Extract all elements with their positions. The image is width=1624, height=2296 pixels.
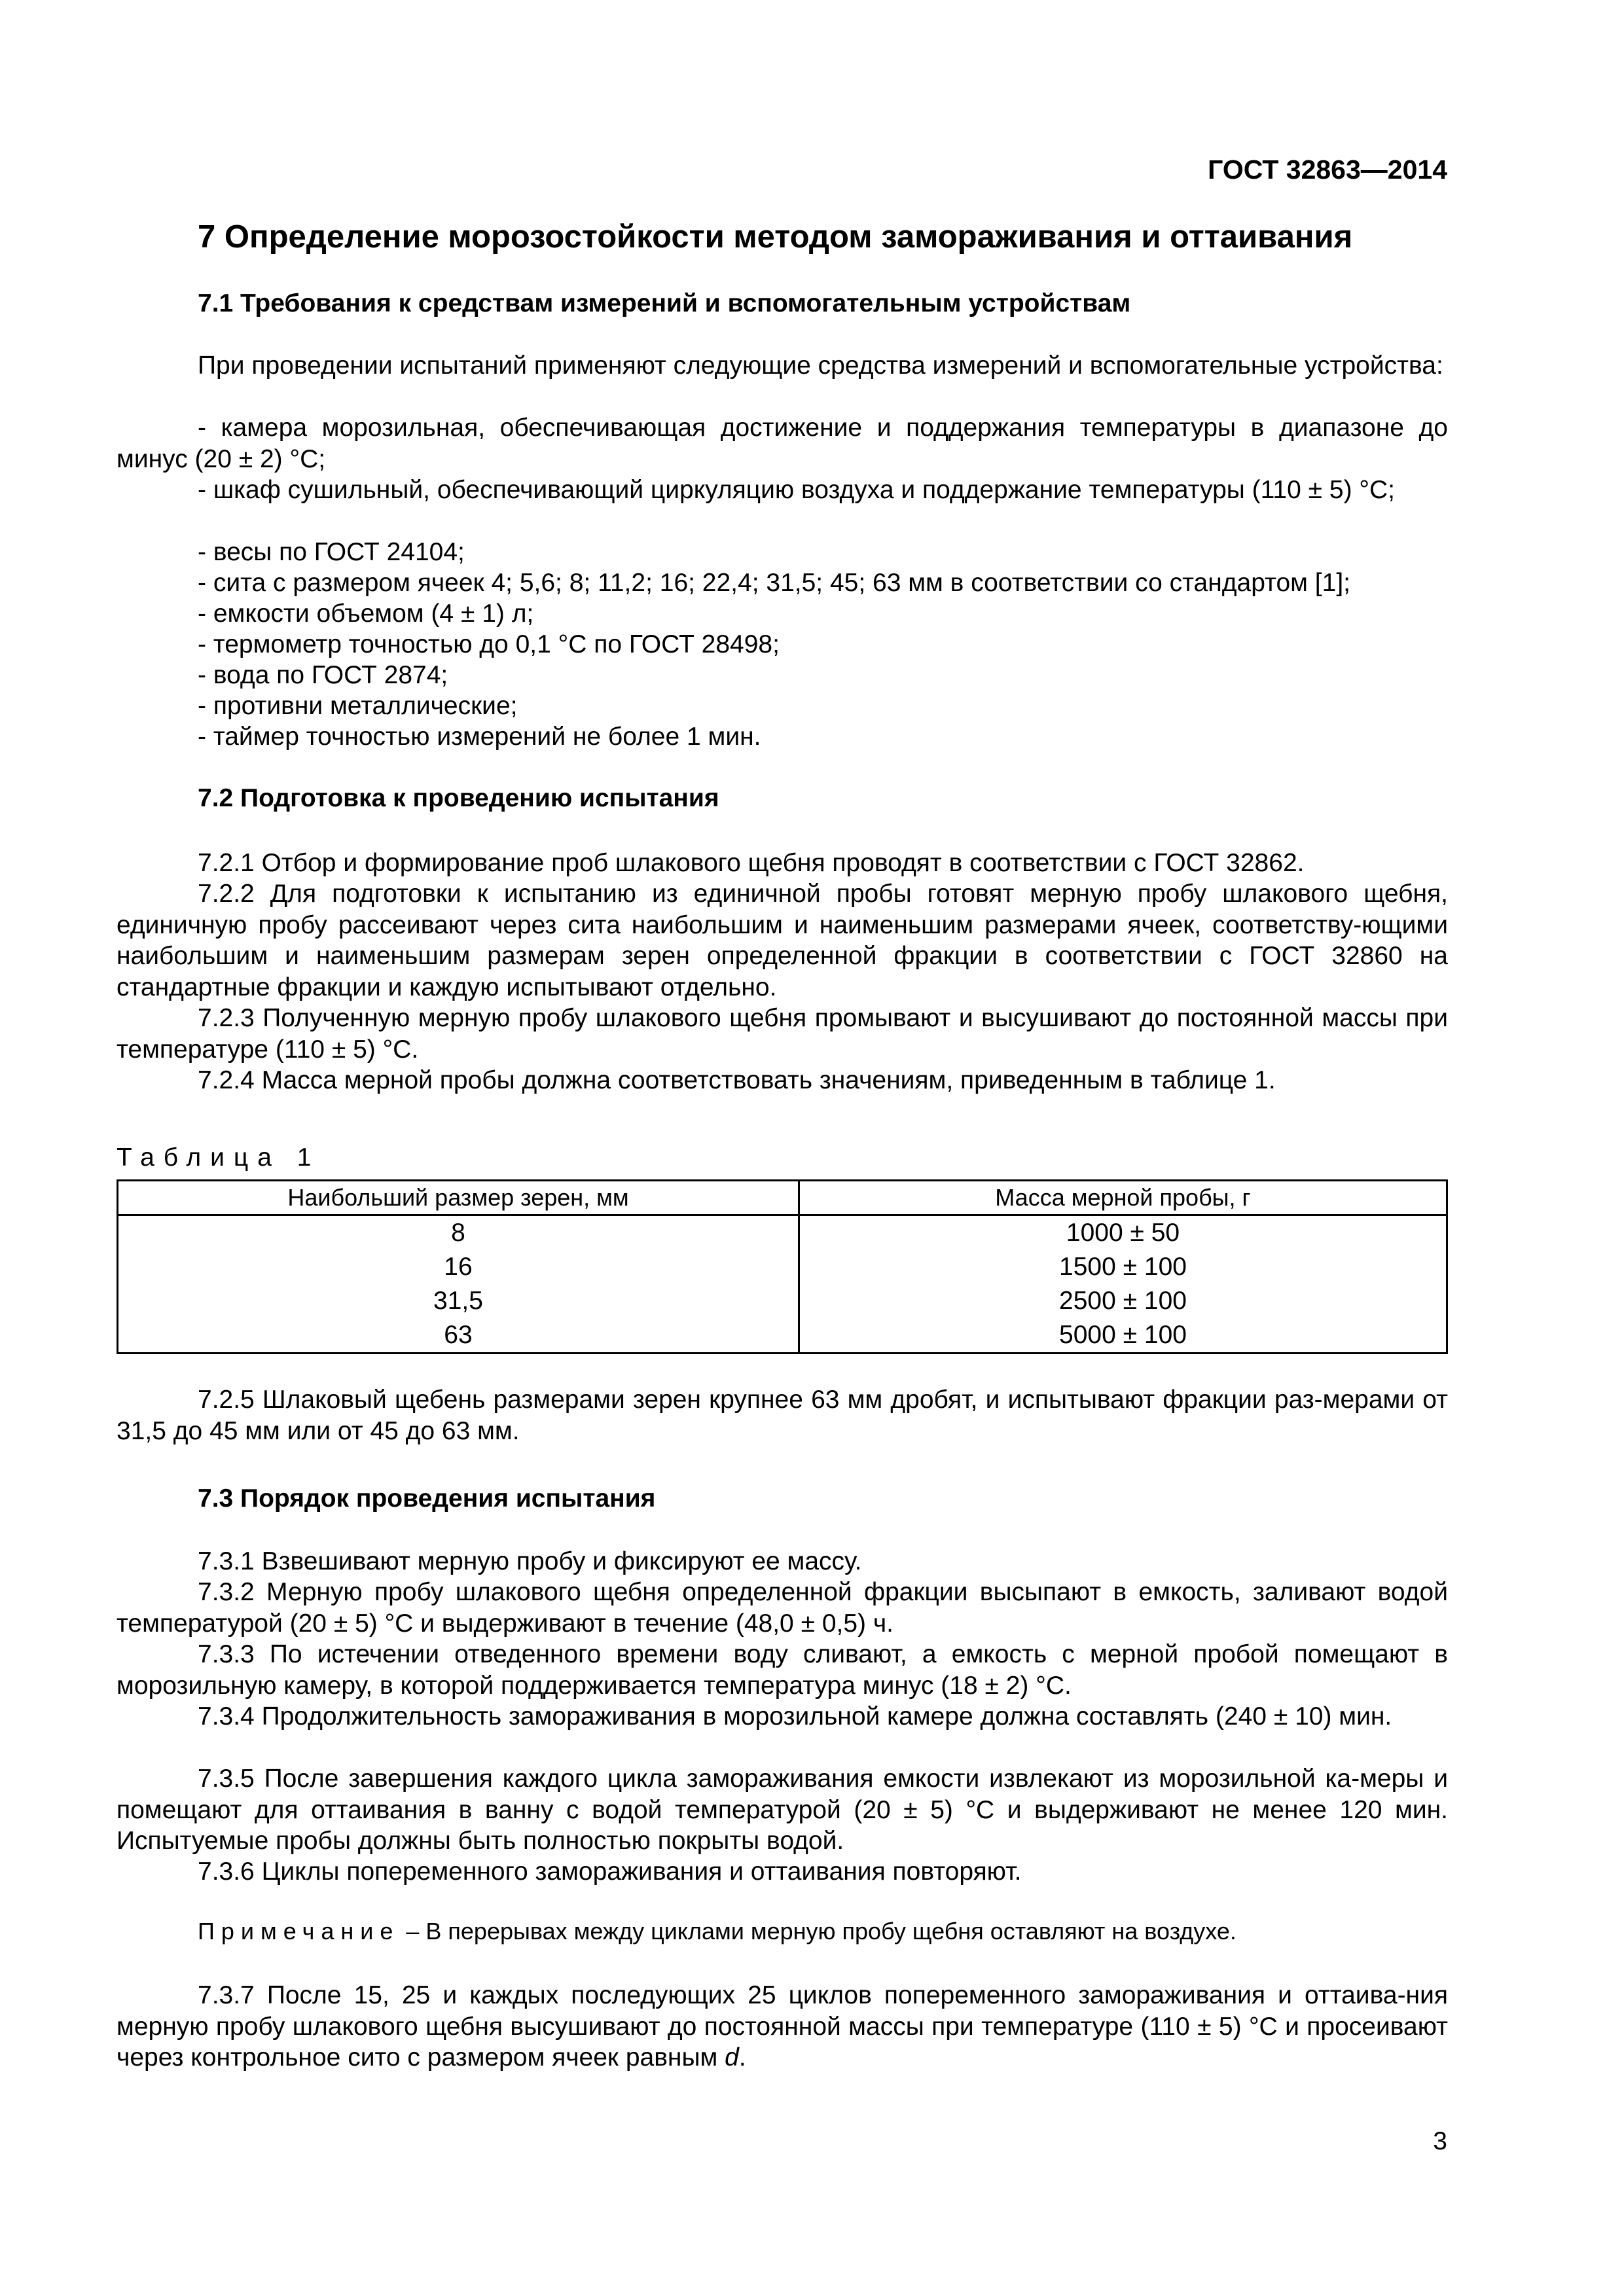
subsection-title-7-2: 7.2 Подготовка к проведению испытания [198,784,719,812]
paragraph-7-2-3: 7.2.3 Полученную мерную пробу шлакового щебня промывают и высушивают до постоянной массы при температуре (110 ± 5) °С. [117,1004,1448,1064]
table-header-cell: Масса мерной пробы, г [799,1181,1447,1215]
paragraph-7-2-2: 7.2.2 Для подготовки к испытанию из единичной пробы готовят мерную пробу шлакового щебня, единичную пробу рассеивают через сита наибольшим и наименьшим размерами ячеек, соответству-ющими наибольшим и наименьшим размерам зерен определенной фракции в соответствии с ГОСТ 32860 на стандартные фракции и каждую испытывают отдельно. [117,880,1448,1001]
table-cell: 5000 ± 100 [799,1318,1447,1354]
paragraph-7-3-2: 7.3.2 Мерную пробу шлакового щебня определенной фракции высыпают в емкость, заливают водой температурой (20 ± 5) °С и выдерживают в течение (48,0 ± 0,5) ч. [117,1578,1448,1638]
list-item: - емкости объемом (4 ± 1) л; [198,600,534,628]
table-row [118,1318,1447,1354]
page-number: 3 [1433,2127,1447,2155]
list-item: - таймер точностью измерений не более 1 мин. [198,723,761,751]
subsection-title-7-1: 7.1 Требования к средствам измерений и вспомогательным устройствам [198,289,1131,317]
list-item: - вода по ГОСТ 2874; [198,661,448,689]
table-header-cell: Наибольший размер зерен, мм [118,1181,799,1215]
table-header-row [118,1181,1447,1215]
table-row [118,1250,1447,1284]
paragraph-7-3-6: 7.3.6 Циклы попеременного замораживания и оттаивания повторяют. [198,1857,1022,1886]
list-item: - термометр точностью до 0,1 °С по ГОСТ 28498; [198,630,780,658]
table-cell: 2500 ± 100 [799,1284,1447,1318]
paragraph-7-3-7: 7.3.7 После 15, 25 и каждых последующих 25 циклов попеременного замораживания и оттаива-ния мерную пробу шлакового щебня высушивают до постоянной массы при температуре (110 ± 5) °С и просеивают через контрольное сито с размером ячеек равным d. [117,1981,1448,2072]
paragraph-7-3-3: 7.3.3 По истечении отведенного времени воду сливают, а емкость с мерной пробой помещают в морозильную камеру, в которой поддерживается температура минус (18 ± 2) °С. [117,1640,1448,1700]
note [198,1918,1236,1945]
paragraph-7-2-5: 7.2.5 Шлаковый щебень размерами зерен крупнее 63 мм дробят, и испытывают фракции раз-мерами от 31,5 до 45 мм или от 45 до 63 мм. [117,1386,1448,1445]
paragraph-7-3-5: 7.3.5 После завершения каждого цикла замораживания емкости извлекают из морозильной ка-меры и помещают для оттаивания в ванну с водой температурой (20 ± 5) °С и выдерживают не менее 120 мин. Испытуемые пробы должны быть полностью покрыты водой. [117,1765,1448,1855]
table-cell: 31,5 [118,1284,799,1318]
list-item: - сита с размером ячеек 4; 5,6; 8; 11,2; 16; 22,4; 31,5; 45; 63 мм в соответствии со стандартом [1]; [198,569,1350,597]
standard-header: ГОСТ 32863—2014 [1208,154,1447,185]
paragraph-7-2-1: 7.2.1 Отбор и формирование проб шлакового щебня проводят в соответствии с ГОСТ 32862. [198,849,1305,877]
list-item: - шкаф сушильный, обеспечивающий циркуляцию воздуха и поддержание температуры (110 ± 5) °С; [198,476,1395,504]
list-item: - весы по ГОСТ 24104; [198,538,465,566]
note-label: Примечание [198,1918,400,1945]
subsection-title-7-3: 7.3 Порядок проведения испытания [198,1484,656,1513]
table-cell: 8 [118,1215,799,1251]
table-row [118,1215,1447,1251]
list-item: - противни металлические; [198,692,518,720]
variable-d: d [725,2043,739,2072]
list-item: - камера морозильная, обеспечивающая достижение и поддержания температуры в диапазоне до минус (20 ± 2) °С; [117,414,1448,473]
note-text: – В перерывах между циклами мерную пробу щебня оставляют на воздухе. [399,1918,1236,1945]
table-cell: 1500 ± 100 [799,1250,1447,1284]
mass-table [117,1179,1448,1354]
table-row [118,1284,1447,1318]
table-cell: 63 [118,1318,799,1354]
section-title: 7 Определение морозостойкости методом замораживания и оттаивания [198,219,1353,255]
paragraph-7-3-4: 7.3.4 Продолжительность замораживания в морозильной камере должна составлять (240 ± 10) мин. [198,1702,1392,1731]
paragraph-intro: При проведении испытаний применяют следующие средства измерений и вспомогательные устройства: [198,351,1443,380]
table-cell: 1000 ± 50 [799,1215,1447,1251]
paragraph-7-3-1: 7.3.1 Взвешивают мерную пробу и фиксируют ее массу. [198,1547,862,1575]
table-title: Таблица 1 [117,1143,321,1172]
table-cell: 16 [118,1250,799,1284]
paragraph-7-2-4: 7.2.4 Масса мерной пробы должна соответствовать значениям, приведенным в таблице 1. [198,1066,1276,1094]
